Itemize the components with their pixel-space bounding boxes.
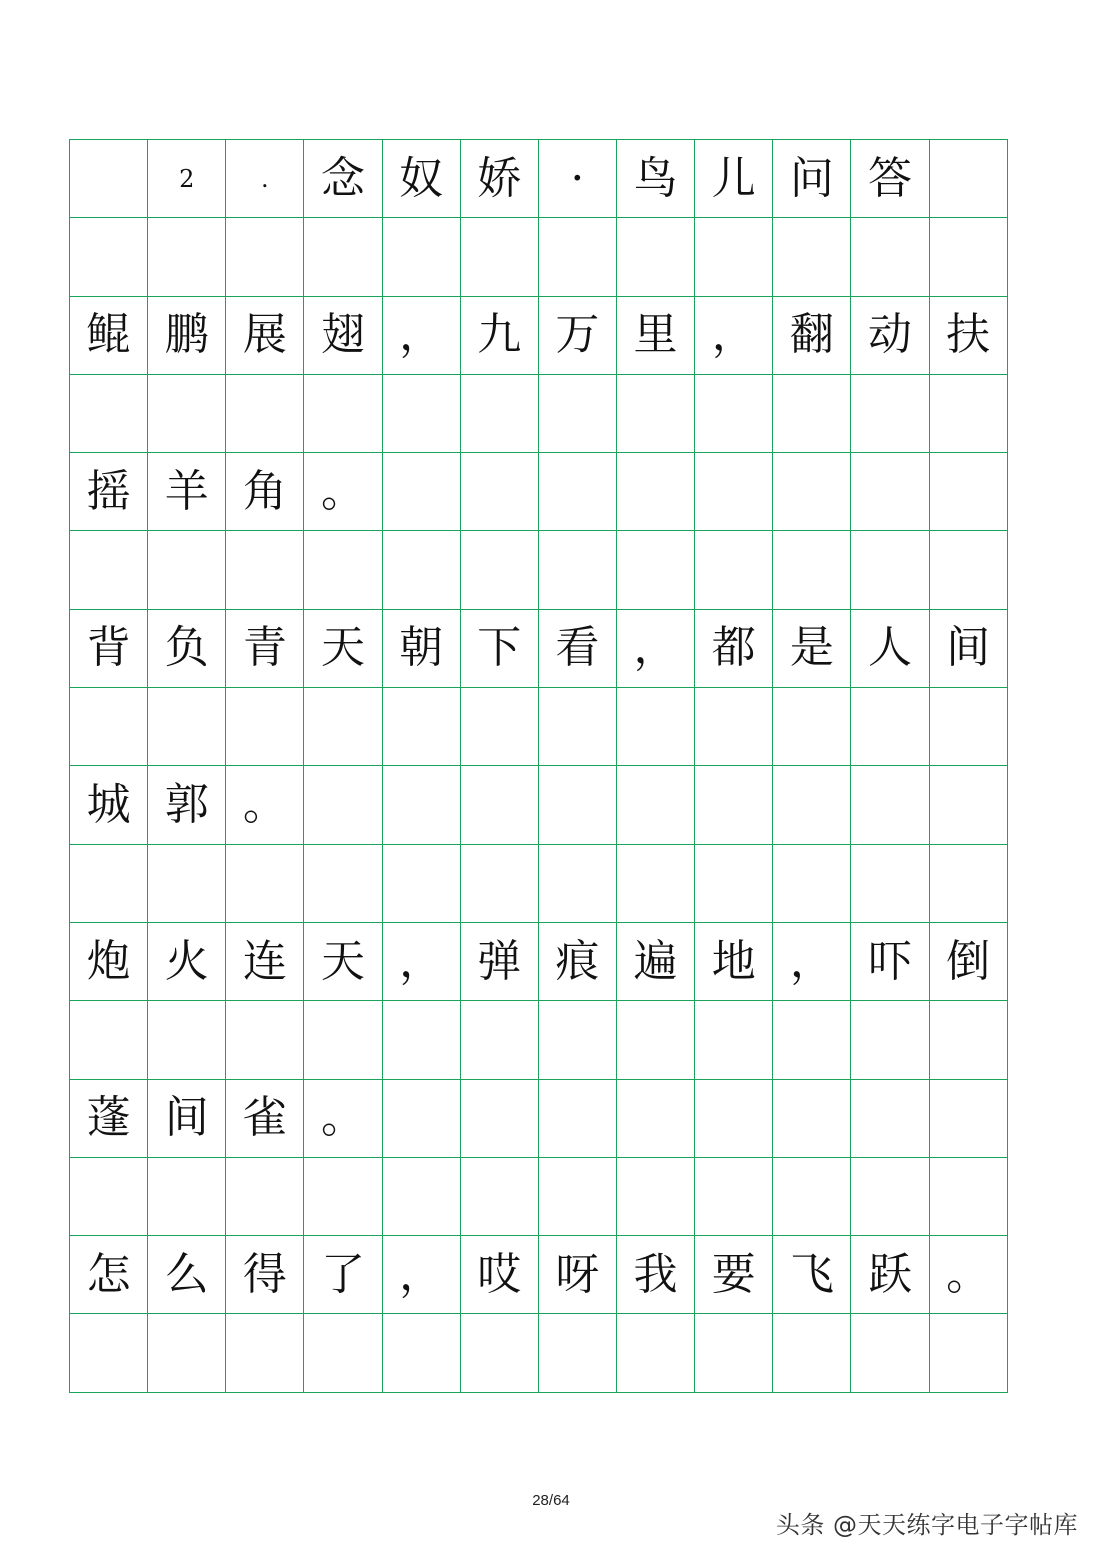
grid-row [70,453,1008,531]
grid-cell [538,218,616,296]
grid-cell: 青 [226,609,304,687]
grid-cell [148,218,226,296]
grid-cell [70,374,148,452]
grid-cell [226,1314,304,1392]
grid-cell: 天 [304,922,382,1000]
grid-cell [382,218,460,296]
grid-cell [382,1001,460,1079]
grid-cell [70,1157,148,1235]
grid-cell: 要 [695,1236,773,1314]
grid-cell [70,1314,148,1392]
grid-cell: 。 [304,1079,382,1157]
grid-cell [695,1079,773,1157]
grid-cell [616,1079,694,1157]
grid-cell [538,1157,616,1235]
grid-cell [460,1157,538,1235]
grid-cell [616,218,694,296]
grid-cell [460,218,538,296]
grid-cell [382,531,460,609]
grid-cell [304,844,382,922]
grid-cell: 哎 [460,1236,538,1314]
grid-cell [304,374,382,452]
grid-cell: 弹 [460,922,538,1000]
grid-cell [773,766,851,844]
grid-cell: 遍 [616,922,694,1000]
grid-cell [304,766,382,844]
grid-cell [851,453,929,531]
grid-cell [851,374,929,452]
grid-cell [148,1157,226,1235]
grid-row [70,766,1008,844]
grid-cell [851,218,929,296]
grid-cell [226,1157,304,1235]
grid-cell: . [226,140,304,218]
grid-cell [616,1314,694,1392]
grid-cell: 天 [304,609,382,687]
grid-cell [929,531,1007,609]
grid-row [70,374,1008,452]
grid-cell: 雀 [226,1079,304,1157]
grid-row [70,1314,1008,1392]
grid-cell [460,688,538,766]
grid-cell: 得 [226,1236,304,1314]
writing-grid [69,139,1008,1393]
watermark-text: 头条 @天天练字电子字帖库 [775,1511,1078,1539]
grid-cell: 答 [851,140,929,218]
grid-cell [851,844,929,922]
grid-cell [460,374,538,452]
grid-cell [382,1314,460,1392]
grid-cell: 郭 [148,766,226,844]
grid-row [70,1001,1008,1079]
grid-cell [148,374,226,452]
grid-row [70,844,1008,922]
grid-cell [460,531,538,609]
grid-cell [538,1079,616,1157]
grid-cell: 鹏 [148,296,226,374]
grid-cell [616,1001,694,1079]
grid-cell: 了 [304,1236,382,1314]
grid-cell [70,140,148,218]
grid-row [70,1236,1008,1314]
grid-cell [773,374,851,452]
grid-cell [773,844,851,922]
grid-cell [304,218,382,296]
grid-cell: 火 [148,922,226,1000]
grid-cell: 动 [851,296,929,374]
grid-cell: 展 [226,296,304,374]
grid-cell: 摇 [70,453,148,531]
grid-cell [226,844,304,922]
grid-cell [616,453,694,531]
grid-cell: 间 [929,609,1007,687]
grid-cell: 。 [226,766,304,844]
grid-cell [148,531,226,609]
grid-cell [460,844,538,922]
grid-cell [538,688,616,766]
grid-cell [382,1157,460,1235]
grid-cell: 里 [616,296,694,374]
grid-cell [226,218,304,296]
grid-row [70,1079,1008,1157]
grid-cell: 怎 [70,1236,148,1314]
grid-cell: 问 [773,140,851,218]
grid-cell: 都 [695,609,773,687]
grid-cell [695,766,773,844]
grid-cell [538,374,616,452]
grid-row [70,609,1008,687]
grid-cell [929,1157,1007,1235]
grid-cell: 万 [538,296,616,374]
grid-cell [616,844,694,922]
grid-cell: 念 [304,140,382,218]
grid-cell: 2 [148,140,226,218]
grid-row [70,922,1008,1000]
grid-cell [226,1001,304,1079]
grid-cell: 儿 [695,140,773,218]
grid-cell [695,1001,773,1079]
grid-row [70,531,1008,609]
grid-cell [70,1001,148,1079]
page-number: 28/64 [532,1492,570,1509]
grid-cell [929,766,1007,844]
grid-cell: ， [695,296,773,374]
grid-cell [695,531,773,609]
grid-cell [304,1001,382,1079]
grid-cell: 么 [148,1236,226,1314]
grid-cell [929,218,1007,296]
grid-cell: 地 [695,922,773,1000]
grid-cell [929,140,1007,218]
grid-cell [695,374,773,452]
grid-cell [460,766,538,844]
grid-cell [929,1314,1007,1392]
grid-cell: 鸟 [616,140,694,218]
grid-cell [851,1079,929,1157]
grid-cell [929,688,1007,766]
grid-cell [538,453,616,531]
grid-cell [226,374,304,452]
grid-cell [616,374,694,452]
grid-cell [538,844,616,922]
grid-cell [538,1001,616,1079]
grid-cell [773,1001,851,1079]
grid-cell: 炮 [70,922,148,1000]
grid-cell: 间 [148,1079,226,1157]
grid-cell: 。 [304,453,382,531]
grid-cell [538,766,616,844]
grid-cell [695,1314,773,1392]
grid-cell [460,453,538,531]
grid-cell [851,1157,929,1235]
grid-cell [304,688,382,766]
grid-cell: 看 [538,609,616,687]
grid-cell [70,688,148,766]
grid-cell: 扶 [929,296,1007,374]
grid-cell: 。 [929,1236,1007,1314]
grid-cell [460,1314,538,1392]
grid-cell: 负 [148,609,226,687]
grid-cell: ， [382,1236,460,1314]
grid-cell [773,218,851,296]
grid-cell: · [538,140,616,218]
grid-cell [382,688,460,766]
grid-cell [382,844,460,922]
grid-cell [851,766,929,844]
grid-cell [148,1001,226,1079]
grid-cell [851,1001,929,1079]
grid-cell [695,688,773,766]
grid-cell: ， [616,609,694,687]
grid-cell [929,374,1007,452]
grid-cell: 痕 [538,922,616,1000]
grid-cell [460,1001,538,1079]
grid-cell [538,1314,616,1392]
grid-cell [382,766,460,844]
grid-cell [70,531,148,609]
grid-cell [773,1079,851,1157]
grid-cell [226,531,304,609]
grid-cell [460,1079,538,1157]
grid-cell [695,844,773,922]
grid-cell: 是 [773,609,851,687]
grid-cell: 跃 [851,1236,929,1314]
grid-cell [304,1314,382,1392]
grid-cell [70,218,148,296]
grid-cell: 翻 [773,296,851,374]
grid-cell: 蓬 [70,1079,148,1157]
grid-cell [148,688,226,766]
grid-cell [616,766,694,844]
grid-cell: 背 [70,609,148,687]
grid-cell [773,453,851,531]
grid-cell: 人 [851,609,929,687]
grid-cell [851,688,929,766]
grid-cell [929,1079,1007,1157]
grid-row [70,140,1008,218]
grid-cell: 九 [460,296,538,374]
grid-cell: 呀 [538,1236,616,1314]
grid-cell [304,531,382,609]
grid-cell: ， [773,922,851,1000]
grid-row [70,1157,1008,1235]
grid-cell [773,531,851,609]
grid-cell: 城 [70,766,148,844]
grid-cell [773,688,851,766]
grid-cell [929,1001,1007,1079]
grid-cell: 鲲 [70,296,148,374]
grid-row [70,218,1008,296]
grid-row [70,296,1008,374]
grid-cell [929,844,1007,922]
grid-cell [773,1157,851,1235]
grid-cell: 倒 [929,922,1007,1000]
grid-cell: ， [382,296,460,374]
grid-cell [616,531,694,609]
grid-cell [148,1314,226,1392]
grid-cell [851,531,929,609]
grid-cell [304,1157,382,1235]
grid-cell: 羊 [148,453,226,531]
grid-cell: 我 [616,1236,694,1314]
grid-cell [538,531,616,609]
grid-cell: 飞 [773,1236,851,1314]
grid-cell: ， [382,922,460,1000]
grid-cell [382,1079,460,1157]
grid-cell [382,374,460,452]
grid-cell [851,1314,929,1392]
grid-cell [382,453,460,531]
grid-cell [226,688,304,766]
grid-cell: 下 [460,609,538,687]
grid-cell: 奴 [382,140,460,218]
grid-cell: 吓 [851,922,929,1000]
grid-cell [695,453,773,531]
grid-cell [70,844,148,922]
grid-cell [695,1157,773,1235]
grid-cell: 翅 [304,296,382,374]
grid-cell [148,844,226,922]
grid-cell [695,218,773,296]
grid-cell [616,688,694,766]
grid-cell [929,453,1007,531]
grid-cell: 娇 [460,140,538,218]
grid-cell: 朝 [382,609,460,687]
grid-cell: 角 [226,453,304,531]
grid-row [70,688,1008,766]
grid-cell [773,1314,851,1392]
grid-cell: 连 [226,922,304,1000]
grid-cell [616,1157,694,1235]
